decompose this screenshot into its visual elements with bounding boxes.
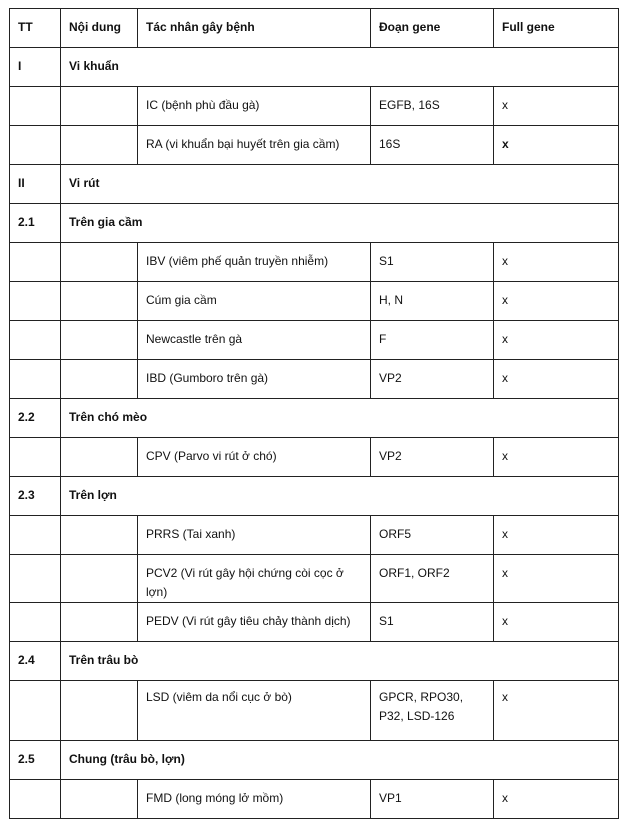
noi-dung-cell	[61, 243, 138, 282]
tt-cell	[10, 126, 61, 165]
gene-segment-cell: S1	[371, 603, 494, 642]
tt-cell	[10, 87, 61, 126]
full-gene-cell: x	[494, 555, 619, 603]
section-row	[10, 642, 619, 681]
section-number: 2.5	[10, 741, 61, 780]
full-gene-cell: x	[494, 87, 619, 126]
gene-segment-cell: ORF1, ORF2	[371, 555, 494, 603]
noi-dung-cell	[61, 126, 138, 165]
header-doan-gene: Đoạn gene	[371, 9, 494, 48]
section-title: Trên gia cầm	[61, 204, 619, 243]
tt-cell	[10, 780, 61, 819]
tt-cell	[10, 282, 61, 321]
gene-segment-cell: VP2	[371, 360, 494, 399]
table-row	[10, 360, 619, 399]
full-gene-cell: x	[494, 438, 619, 477]
gene-segment-cell: H, N	[371, 282, 494, 321]
pathogen-cell: PEDV (Vi rút gây tiêu chảy thành dịch)	[138, 603, 371, 642]
pathogen-cell: Newcastle trên gà	[138, 321, 371, 360]
pathogen-gene-table	[9, 8, 619, 819]
noi-dung-cell	[61, 282, 138, 321]
section-number: 2.2	[10, 399, 61, 438]
table-row	[10, 516, 619, 555]
full-gene-cell: x	[494, 780, 619, 819]
noi-dung-cell	[61, 87, 138, 126]
section-number: I	[10, 48, 61, 87]
section-title: Trên lợn	[61, 477, 619, 516]
table-row	[10, 243, 619, 282]
pathogen-cell: IBD (Gumboro trên gà)	[138, 360, 371, 399]
gene-segment-cell: VP1	[371, 780, 494, 819]
tt-cell	[10, 555, 61, 603]
pathogen-cell: PRRS (Tai xanh)	[138, 516, 371, 555]
pathogen-cell: IC (bệnh phù đầu gà)	[138, 87, 371, 126]
gene-segment-cell: EGFB, 16S	[371, 87, 494, 126]
section-number: 2.4	[10, 642, 61, 681]
section-title: Trên trâu bò	[61, 642, 619, 681]
header-noi-dung: Nội dung	[61, 9, 138, 48]
noi-dung-cell	[61, 321, 138, 360]
gene-segment-cell: 16S	[371, 126, 494, 165]
section-row	[10, 204, 619, 243]
full-gene-cell: x	[494, 282, 619, 321]
section-row	[10, 48, 619, 87]
tt-cell	[10, 681, 61, 741]
table-row	[10, 681, 619, 741]
table-row	[10, 780, 619, 819]
noi-dung-cell	[61, 360, 138, 399]
tt-cell	[10, 438, 61, 477]
section-row	[10, 165, 619, 204]
noi-dung-cell	[61, 438, 138, 477]
noi-dung-cell	[61, 516, 138, 555]
tt-cell	[10, 516, 61, 555]
section-row	[10, 477, 619, 516]
section-row	[10, 741, 619, 780]
pathogen-cell: IBV (viêm phế quản truyền nhiễm)	[138, 243, 371, 282]
pathogen-cell: RA (vi khuẩn bại huyết trên gia cầm)	[138, 126, 371, 165]
gene-segment-cell: VP2	[371, 438, 494, 477]
table-row	[10, 603, 619, 642]
tt-cell	[10, 321, 61, 360]
gene-segment-cell: S1	[371, 243, 494, 282]
noi-dung-cell	[61, 555, 138, 603]
gene-segment-cell: F	[371, 321, 494, 360]
pathogen-cell: LSD (viêm da nổi cục ở bò)	[138, 681, 371, 741]
header-tac-nhan: Tác nhân gây bệnh	[138, 9, 371, 48]
table-row	[10, 555, 619, 603]
full-gene-cell: x	[494, 243, 619, 282]
tt-cell	[10, 603, 61, 642]
full-gene-cell: x	[494, 681, 619, 741]
section-title: Chung (trâu bò, lợn)	[61, 741, 619, 780]
table-row	[10, 282, 619, 321]
section-number: 2.3	[10, 477, 61, 516]
tt-cell	[10, 243, 61, 282]
pathogen-cell: PCV2 (Vi rút gây hội chứng còi cọc ở lợn)	[138, 555, 371, 603]
noi-dung-cell	[61, 603, 138, 642]
header-full-gene: Full gene	[494, 9, 619, 48]
full-gene-cell: x	[494, 321, 619, 360]
gene-segment-cell: GPCR, RPO30, P32, LSD-126	[371, 681, 494, 741]
section-title: Trên chó mèo	[61, 399, 619, 438]
pathogen-cell: FMD (long móng lở mồm)	[138, 780, 371, 819]
table-row	[10, 438, 619, 477]
table-row	[10, 87, 619, 126]
section-title: Vi rút	[61, 165, 619, 204]
noi-dung-cell	[61, 780, 138, 819]
noi-dung-cell	[61, 681, 138, 741]
section-number: 2.1	[10, 204, 61, 243]
gene-segment-cell: ORF5	[371, 516, 494, 555]
full-gene-cell: x	[494, 126, 619, 165]
header-tt: TT	[10, 9, 61, 48]
full-gene-cell: x	[494, 360, 619, 399]
section-row	[10, 399, 619, 438]
table-row	[10, 126, 619, 165]
full-gene-cell: x	[494, 516, 619, 555]
section-number: II	[10, 165, 61, 204]
pathogen-cell: Cúm gia cầm	[138, 282, 371, 321]
section-title: Vi khuẩn	[61, 48, 619, 87]
table-row	[10, 321, 619, 360]
pathogen-cell: CPV (Parvo vi rút ở chó)	[138, 438, 371, 477]
tt-cell	[10, 360, 61, 399]
header-row	[10, 9, 619, 48]
full-gene-cell: x	[494, 603, 619, 642]
